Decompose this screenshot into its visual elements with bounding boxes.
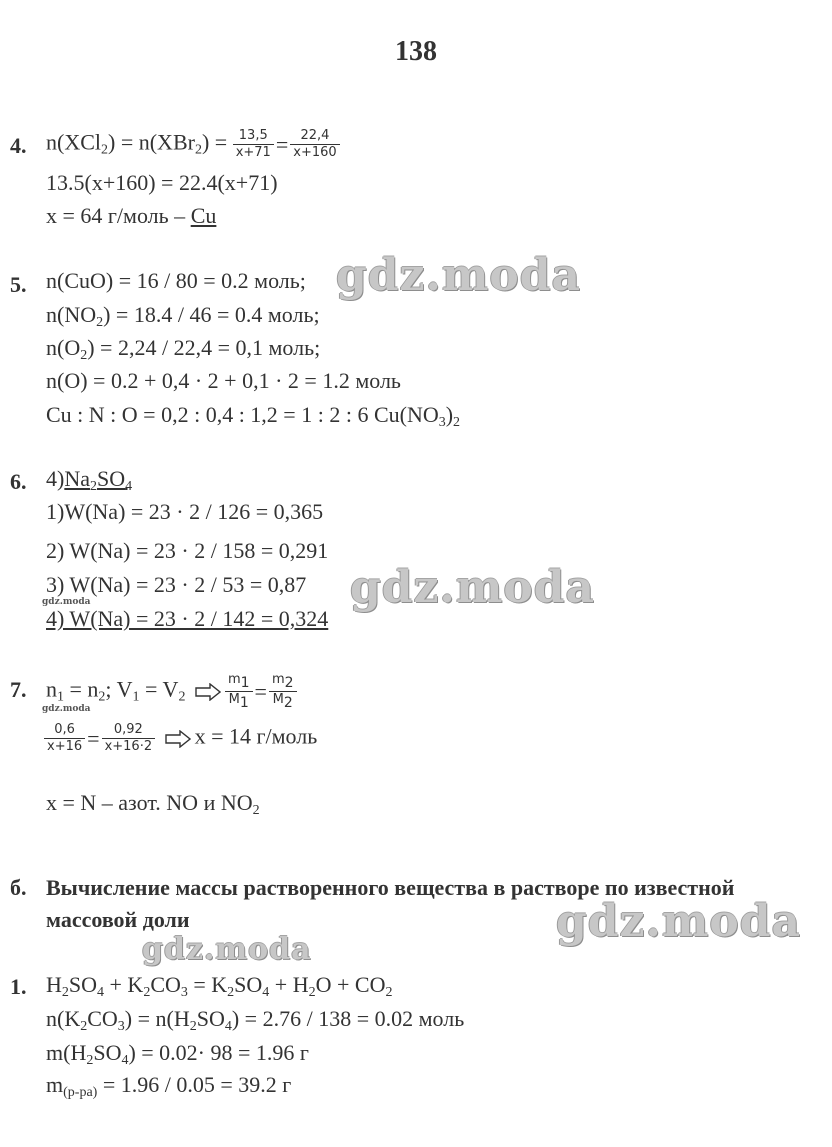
equals-sign: = — [254, 678, 267, 704]
text: ; V — [105, 676, 133, 702]
problem-5-number: 5. — [10, 272, 27, 297]
text: m — [227, 672, 241, 687]
sub: 3 — [438, 415, 446, 430]
numerator — [225, 672, 253, 692]
text: ) = n(H — [124, 1006, 190, 1031]
text: SO — [196, 1006, 225, 1031]
problem-5-line-1: n(CuO) = 16 / 80 = 0.2 моль; — [46, 268, 306, 293]
text: SO — [234, 972, 263, 997]
text: M — [272, 692, 284, 707]
text: ) = n(XBr — [108, 129, 195, 155]
text: 4) — [46, 466, 65, 491]
sub: 3 — [117, 1019, 125, 1034]
text: n(K — [46, 1006, 81, 1031]
text: O + CO — [315, 972, 386, 997]
text: ) — [445, 402, 454, 427]
text: x = 14 г/моль — [194, 723, 318, 749]
text: H — [46, 972, 62, 997]
text: ) = 18.4 / 46 = 0.4 моль; — [103, 302, 320, 327]
sub: 2 — [252, 803, 260, 818]
problem-4-number: 4. — [10, 133, 27, 158]
denominator — [269, 692, 297, 711]
text: Na — [64, 466, 90, 491]
denominator: x+16·2 — [104, 739, 153, 754]
sub: (р-ра) — [63, 1085, 98, 1100]
denominator: x+160 — [293, 145, 337, 160]
problem-5-line-3 — [46, 335, 320, 369]
numerator — [269, 672, 297, 692]
sub: 1 — [132, 689, 140, 705]
text: ) = 2,24 / 22,4 = 0,1 моль; — [87, 335, 321, 360]
denominator: x+16 — [47, 739, 83, 754]
numerator: 0,6 — [44, 722, 85, 739]
fraction — [44, 722, 85, 755]
problem-7-number: 7. — [10, 677, 27, 702]
problem-7-line-3 — [46, 790, 260, 824]
sub: 2 — [453, 415, 461, 430]
sub: 2 — [284, 675, 294, 691]
problem-6-line-2: 1)W(Na) = 23 · 2 / 126 = 0,365 — [46, 499, 324, 524]
section-number: б. — [10, 875, 27, 900]
text: + K — [104, 972, 144, 997]
implies-arrow-icon — [165, 730, 191, 748]
problem-6-line-4: 3) W(Na) = 23 · 2 / 53 = 0,87 — [46, 572, 307, 597]
sub: 2 — [178, 689, 186, 705]
problem-4-line-3 — [46, 203, 216, 229]
problem-1-line-2 — [46, 1006, 464, 1040]
fraction — [225, 672, 253, 711]
fraction — [233, 128, 274, 161]
problem-7-line-2 — [44, 722, 317, 755]
text: n(O — [46, 335, 81, 360]
problem-4-line-1 — [46, 128, 340, 164]
sub: 4 — [97, 985, 105, 1000]
numerator: 22,4 — [290, 128, 339, 145]
fraction — [269, 672, 297, 711]
text: CO — [150, 972, 181, 997]
sub: 2 — [89, 479, 97, 494]
watermark-small: gdz.moda — [42, 597, 91, 607]
problem-1-line-4 — [46, 1072, 291, 1106]
problem-1-line-1 — [46, 972, 392, 1006]
watermark: gdz.moda — [142, 932, 312, 967]
sub: 4 — [125, 479, 133, 494]
sub: 2 — [308, 985, 316, 1000]
problem-4-line-2: 13.5(x+160) = 22.4(x+71) — [46, 170, 278, 195]
problem-6-line-3: 2) W(Na) = 23 · 2 / 158 = 0,291 — [46, 538, 329, 563]
sub: 2 — [189, 1019, 197, 1034]
sub: 2 — [385, 985, 393, 1000]
watermark-small: gdz.moda — [42, 704, 91, 714]
problem-1-number: 1. — [10, 974, 27, 999]
sub: 2 — [61, 985, 69, 1000]
problem-6-number: 6. — [10, 469, 27, 494]
problem-6-line-5: 4) W(Na) = 23 · 2 / 142 = 0,324 — [46, 606, 329, 631]
text: n(NO — [46, 302, 97, 327]
denominator — [225, 692, 253, 711]
text: x = N – азот. NO и NO — [46, 790, 253, 815]
problem-1-line-3 — [46, 1040, 309, 1074]
text: x = 64 г/моль – — [46, 203, 191, 228]
sub: 2 — [143, 985, 151, 1000]
sub: 1 — [239, 695, 249, 711]
watermark: gdz.moda — [556, 896, 802, 947]
text: SO — [93, 1040, 122, 1065]
answer-formula — [64, 466, 133, 494]
sub: 4 — [224, 1019, 232, 1034]
text: Cu : N : O = 0,2 : 0,4 : 1,2 = 1 : 2 : 6 Cu(NO — [46, 402, 439, 427]
sub: 3 — [180, 985, 188, 1000]
sub: 4 — [121, 1053, 129, 1068]
problem-5-line-4: n(O) = 0.2 + 0,4 · 2 + 0,1 · 2 = 1.2 моль — [46, 368, 401, 393]
answer-element: Cu — [190, 203, 217, 228]
problem-5-line-2 — [46, 302, 320, 336]
text: M — [228, 692, 240, 707]
text: m — [271, 672, 285, 687]
sub: 2 — [101, 142, 108, 158]
sub: 2 — [98, 689, 106, 705]
implies-arrow-icon — [195, 683, 221, 701]
text: = K — [187, 972, 228, 997]
fraction — [102, 722, 156, 755]
text: n — [46, 676, 57, 702]
sub: 2 — [80, 348, 88, 363]
fraction — [290, 128, 339, 161]
text: SO — [68, 972, 98, 997]
sub: 4 — [262, 985, 270, 1000]
numerator: 13,5 — [233, 128, 274, 145]
sub: 2 — [80, 1019, 88, 1034]
text: m — [46, 1072, 64, 1097]
sub: 2 — [194, 142, 202, 158]
sub: 2 — [227, 985, 235, 1000]
text: n(XCl — [46, 129, 101, 155]
section-title-line-2: массовой доли — [46, 907, 190, 932]
page-number: 138 — [395, 36, 437, 67]
text: m(H — [46, 1040, 87, 1065]
text: + H — [269, 972, 309, 997]
sub: 2 — [86, 1053, 94, 1068]
text: SO — [96, 466, 126, 491]
problem-6-line-1 — [46, 466, 132, 500]
sub: 1 — [240, 675, 250, 691]
text: = V — [139, 676, 179, 702]
sub: 2 — [96, 315, 104, 330]
text: = n — [64, 676, 99, 702]
watermark: gdz.moda — [350, 562, 596, 613]
text: CO — [87, 1006, 118, 1031]
text: ) = 2.76 / 138 = 0.02 моль — [231, 1006, 465, 1031]
numerator: 0,92 — [102, 722, 156, 739]
equals-sign: = — [275, 131, 289, 157]
text: = 1.96 / 0.05 = 39.2 г — [97, 1072, 292, 1097]
problem-5-line-5 — [46, 402, 460, 436]
section-title-line-1: Вычисление массы растворенного вещества в растворе по известной — [46, 875, 735, 900]
sub: 1 — [57, 689, 64, 705]
sub: 2 — [283, 695, 293, 711]
denominator: x+71 — [235, 145, 271, 160]
watermark: gdz.moda — [336, 250, 582, 301]
text: ) = — [201, 129, 228, 155]
text: ) = 0.02· 98 = 1.96 г — [128, 1040, 309, 1065]
equals-sign: = — [87, 725, 100, 751]
